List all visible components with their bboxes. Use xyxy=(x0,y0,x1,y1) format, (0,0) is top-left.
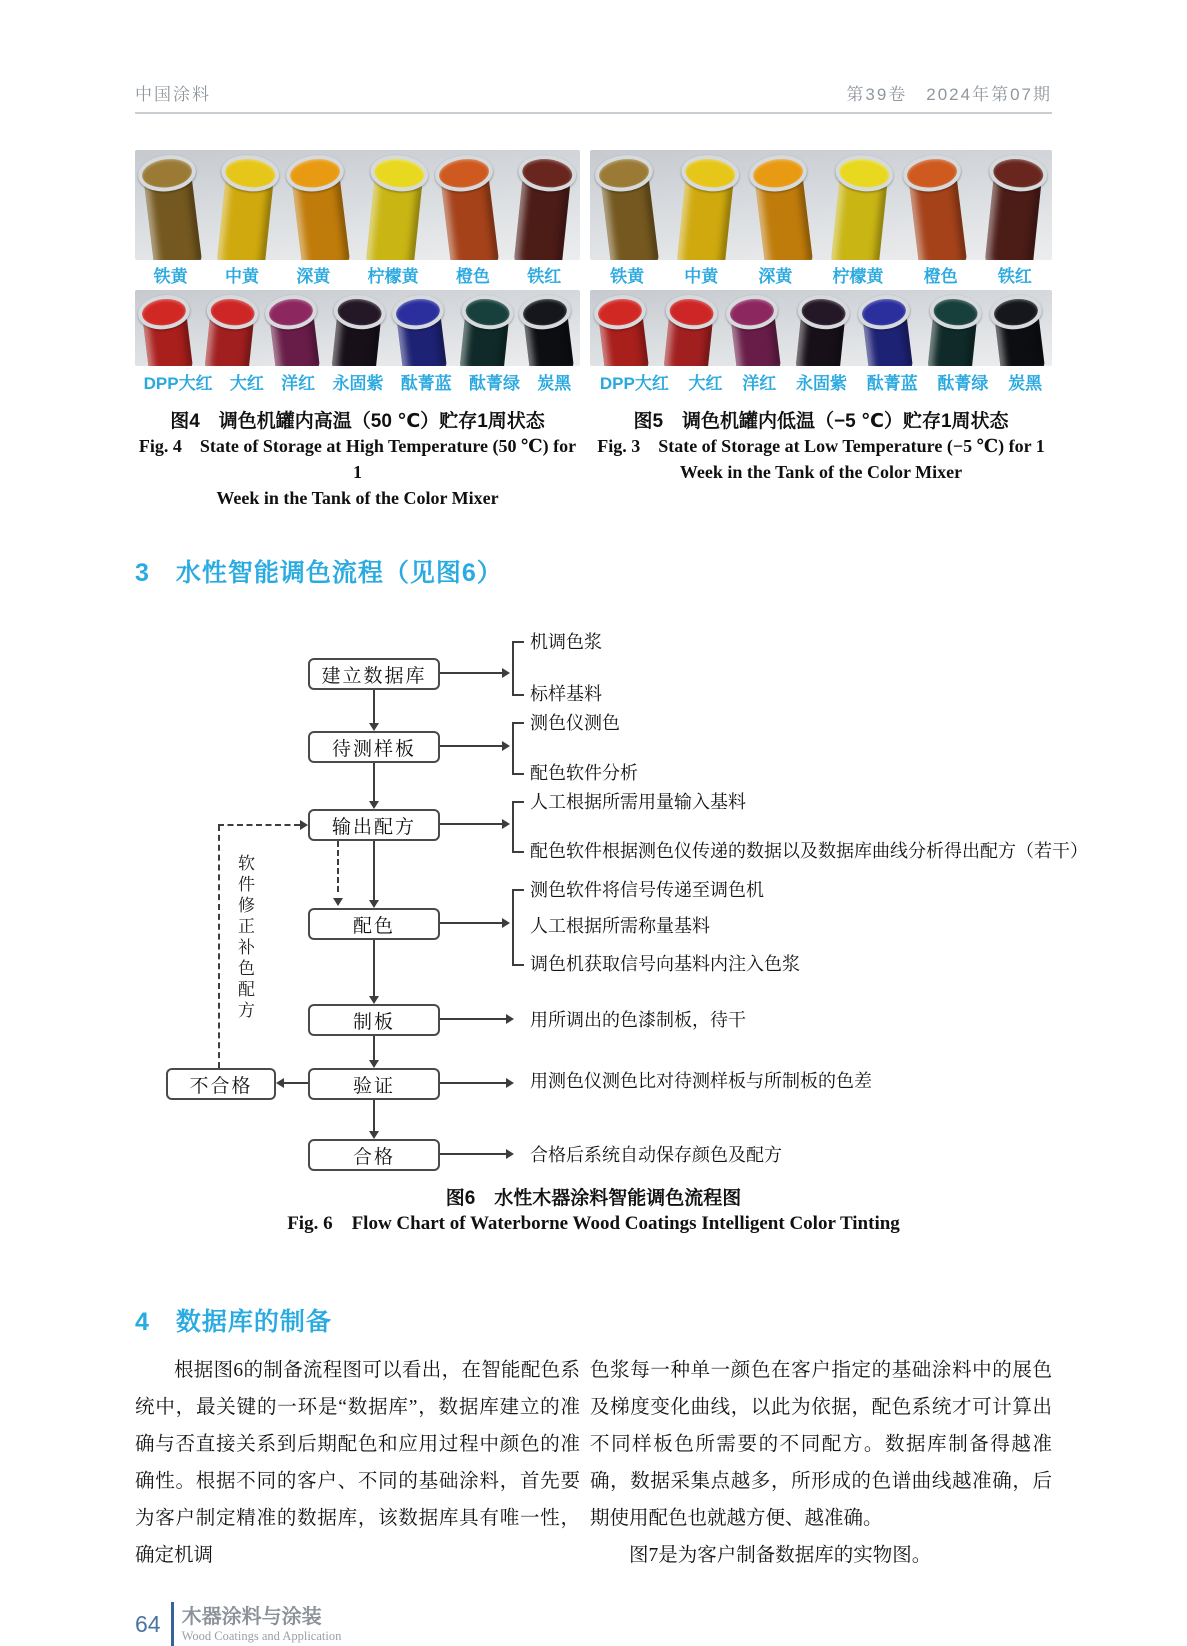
bracket xyxy=(512,889,524,966)
paint-jar-2 xyxy=(281,152,359,260)
connector-line xyxy=(373,940,375,996)
fig4-caption-en xyxy=(135,433,580,511)
page-number: 64 xyxy=(135,1610,161,1637)
arrow-down-icon xyxy=(369,1131,379,1139)
pigment-label: 橙色 xyxy=(455,266,490,286)
paint-jar-0 xyxy=(135,292,200,366)
pigment-label: 柠檬黄 xyxy=(367,266,419,286)
paint-jar-3 xyxy=(325,292,389,366)
fig5-caption-en-line1: Fig. 3 State of Storage at Low Temperature (−5 ℃) for 1 xyxy=(597,436,1045,456)
fig4-labels-row2 xyxy=(135,366,580,396)
page-header xyxy=(135,80,1052,114)
figure-4 xyxy=(135,150,580,511)
pigment-label: 大红 xyxy=(229,373,264,393)
fig4-photo-row2 xyxy=(135,290,580,366)
flow-box-output-formula: 输出配方 xyxy=(308,809,440,841)
arrow-down-icon xyxy=(369,723,379,731)
section-4-heading xyxy=(135,1302,1052,1338)
pigment-label: 洋红 xyxy=(742,373,777,393)
pigment-label: 深黄 xyxy=(758,266,793,286)
pigment-label: 酞菁绿 xyxy=(469,373,521,393)
fig4-labels-row1 xyxy=(135,260,580,288)
pigment-label: 酞菁蓝 xyxy=(866,373,918,393)
connector-line xyxy=(440,1082,506,1084)
connector-line xyxy=(373,1036,375,1060)
pigment-label: 永固紫 xyxy=(332,373,384,393)
flow-annotation-compare-color: 用测色仪测色比对待测样板与所制板的色差 xyxy=(530,1071,872,1091)
footer-title-en: Wood Coatings and Application xyxy=(181,1628,342,1643)
jar-body xyxy=(144,178,202,260)
fig5-labels-row2 xyxy=(590,366,1052,396)
section-4-number: 4 xyxy=(135,1308,150,1336)
paint-jar-6 xyxy=(515,292,580,366)
flow-box-color-matching: 配色 xyxy=(308,908,440,940)
flow-annotation-signal-to-mixer: 测色软件将信号传递至调色机 xyxy=(530,880,764,900)
pigment-label: 中黄 xyxy=(224,266,259,286)
jar-body xyxy=(676,179,733,260)
pigment-label: 中黄 xyxy=(684,266,719,286)
fig6-caption-en: Fig. 6 Flow Chart of Waterborne Wood Coatings Intelligent Color Tinting xyxy=(287,1213,900,1234)
flow-annotation-machine-paste: 机调色浆 xyxy=(530,632,602,652)
arrow-right-icon xyxy=(502,668,510,678)
pigment-label: 洋红 xyxy=(281,373,316,393)
arrow-down-icon xyxy=(369,1060,379,1068)
paint-jar-4 xyxy=(388,292,454,366)
flow-annotation-colorimeter: 测色仪测色 xyxy=(530,713,620,733)
connector-line xyxy=(440,1153,506,1155)
paint-jar-1 xyxy=(668,152,744,260)
flow-annotation-manual-input: 人工根据所需用量输入基料 xyxy=(530,792,746,812)
arrow-down-icon xyxy=(369,801,379,809)
paint-jar-1 xyxy=(198,292,262,366)
paint-jar-4 xyxy=(430,152,508,260)
arrow-down-icon xyxy=(333,898,343,906)
footer-title-zh: 木器涂料与涂装 xyxy=(181,1605,322,1628)
section-3-title: 水性智能调色流程（见图6） xyxy=(175,559,503,587)
volume-issue: 第39卷 2024年第07期 xyxy=(846,85,1052,104)
paint-jar-2 xyxy=(261,292,327,366)
flow-annotation-standard-base: 标样基料 xyxy=(530,684,602,704)
fig5-labels-row1 xyxy=(590,260,1052,288)
connector-line xyxy=(373,763,375,801)
connector-line xyxy=(373,1100,375,1131)
body-paragraph-right-2: 图7是为客户制备数据库的实物图。 xyxy=(629,1545,932,1566)
fig4-caption-en-line2: Week in the Tank of the Color Mixer xyxy=(216,488,499,508)
figure-5 xyxy=(590,150,1052,511)
feedback-label: 软件修正补色配方 xyxy=(235,854,254,1022)
pigment-label: 酞菁绿 xyxy=(937,373,989,393)
paint-jar-4 xyxy=(854,292,920,366)
connector-line xyxy=(440,745,502,747)
flow-annotation-inject-paste: 调色机获取信号向基料内注入色浆 xyxy=(530,954,800,974)
fig6-caption-zh: 图6 水性木器涂料智能调色流程图 xyxy=(445,1188,742,1209)
arrow-right-icon xyxy=(506,1149,514,1159)
connector-line xyxy=(373,690,375,724)
paint-jar-3 xyxy=(789,292,853,366)
connector-line xyxy=(440,1018,506,1020)
arrow-right-icon xyxy=(502,819,510,829)
pigment-label: 铁红 xyxy=(527,266,562,286)
flow-box-build-database: 建立数据库 xyxy=(308,658,440,690)
fig5-photo-row2 xyxy=(590,290,1052,366)
flow-box-fail: 不合格 xyxy=(166,1068,276,1100)
pigment-label: 柠檬黄 xyxy=(832,266,884,286)
fig5-caption-en xyxy=(590,433,1052,485)
flow-annotation-weigh-base: 人工根据所需称量基料 xyxy=(530,916,710,936)
jar-body xyxy=(217,179,274,260)
page-footer xyxy=(135,1602,1052,1646)
arrow-right-icon xyxy=(502,741,510,751)
arrow-right-icon xyxy=(506,1014,514,1024)
paint-jar-5 xyxy=(505,152,580,260)
paint-jar-3 xyxy=(822,152,898,260)
fig4-caption-en-line1: Fig. 4 State of Storage at High Temperature (50 ℃) for 1 xyxy=(138,436,577,482)
fig5-photo-row1 xyxy=(590,150,1052,260)
flow-annotation-make-panel: 用所调出的色漆制板，待干 xyxy=(530,1010,746,1030)
paint-jar-5 xyxy=(921,292,985,366)
fig4-photo-row1 xyxy=(135,150,580,260)
jar-body xyxy=(830,179,887,260)
dashed-feedback-line xyxy=(218,825,220,1068)
pigment-label: DPP大红 xyxy=(599,373,669,393)
connector-line xyxy=(440,672,502,674)
flow-box-sample-panel: 待测样板 xyxy=(308,731,440,763)
bracket xyxy=(512,641,524,696)
paint-jar-0 xyxy=(590,152,667,260)
pigment-label: 酞菁蓝 xyxy=(400,373,452,393)
arrow-right-icon xyxy=(502,918,510,928)
flow-box-verify: 验证 xyxy=(308,1068,440,1100)
fig5-caption-en-line2: Week in the Tank of the Color Mixer xyxy=(679,462,963,482)
section-3-number: 3 xyxy=(135,559,150,587)
paint-jar-2 xyxy=(722,292,788,366)
connector-line xyxy=(284,1082,308,1084)
arrow-left-icon xyxy=(276,1078,284,1088)
body-paragraph-left: 根据图6的制备流程图可以看出，在智能配色系统中，最关键的一环是“数据库”，数据库建立的准确与否直接关系到后期配色和应用过程中颜色的准确性。根据不同的客户、不同的基础涂料，首先要为客户制定精准的数据库，该数据库具有唯一性，确定机调 xyxy=(135,1360,580,1566)
pigment-label: 铁黄 xyxy=(153,266,188,286)
flow-annotation-save-formula: 合格后系统自动保存颜色及配方 xyxy=(530,1145,782,1165)
flow-box-pass: 合格 xyxy=(308,1139,440,1171)
paint-jar-5 xyxy=(452,292,516,366)
pigment-label: 铁红 xyxy=(997,266,1032,286)
paint-jar-4 xyxy=(898,152,976,260)
paint-jar-2 xyxy=(744,152,822,260)
paint-jar-0 xyxy=(590,292,656,366)
flow-annotation-software-formula: 配色软件根据测色仪传递的数据以及数据库曲线分析得出配方（若干） xyxy=(530,841,1088,861)
section-3-heading xyxy=(135,553,1052,589)
connector-line xyxy=(440,922,502,924)
body-columns xyxy=(135,1352,1052,1574)
paint-jar-6 xyxy=(986,292,1052,366)
arrow-right-icon xyxy=(506,1078,514,1088)
pigment-label: 炭黑 xyxy=(537,373,572,393)
pigment-label: 大红 xyxy=(688,373,723,393)
paint-jar-0 xyxy=(135,152,211,260)
paint-jar-1 xyxy=(657,292,721,366)
arrow-right-icon xyxy=(300,820,308,830)
bracket xyxy=(512,801,524,853)
jar-body xyxy=(984,179,1041,260)
pigment-label: 深黄 xyxy=(296,266,331,286)
arrow-down-icon xyxy=(369,900,379,908)
flow-annotation-software-analysis: 配色软件分析 xyxy=(530,763,638,783)
dashed-connector-line xyxy=(337,841,339,892)
journal-name: 中国涂料 xyxy=(135,85,211,104)
paint-jar-1 xyxy=(208,152,284,260)
jar-body xyxy=(365,179,422,260)
paint-jar-3 xyxy=(357,152,433,260)
connector-line xyxy=(440,823,502,825)
pigment-label: 铁黄 xyxy=(610,266,645,286)
pigment-label: 橙色 xyxy=(923,266,958,286)
connector-line xyxy=(373,841,375,900)
fig4-caption-zh: 图4 调色机罐内高温（50 ℃）贮存1周状态 xyxy=(170,411,545,432)
flow-box-make-panel: 制板 xyxy=(308,1004,440,1036)
flowchart-fig6 xyxy=(135,611,1088,1173)
bracket xyxy=(512,722,524,775)
body-paragraph-right: 色浆每一种单一颜色在客户指定的基础涂料中的展色及梯度变化曲线，以此为依据，配色系统才可计算出不同样板色所需要的不同配方。数据库制备得越准确，数据采集点越多，所形成的色谱曲线越准确，后期使用配色也就越方便、越准确。 xyxy=(590,1360,1052,1529)
paint-jar-5 xyxy=(976,152,1052,260)
jar-body xyxy=(513,179,570,260)
pigment-label: DPP大红 xyxy=(143,373,213,393)
arrow-down-icon xyxy=(369,996,379,1004)
figures-row xyxy=(135,150,1052,511)
footer-divider xyxy=(171,1602,174,1646)
dashed-feedback-line xyxy=(218,824,300,826)
fig5-caption-zh: 图5 调色机罐内低温（−5 ℃）贮存1周状态 xyxy=(633,411,1009,432)
pigment-label: 永固紫 xyxy=(795,373,847,393)
pigment-label: 炭黑 xyxy=(1008,373,1043,393)
section-4-title: 数据库的制备 xyxy=(175,1308,332,1336)
